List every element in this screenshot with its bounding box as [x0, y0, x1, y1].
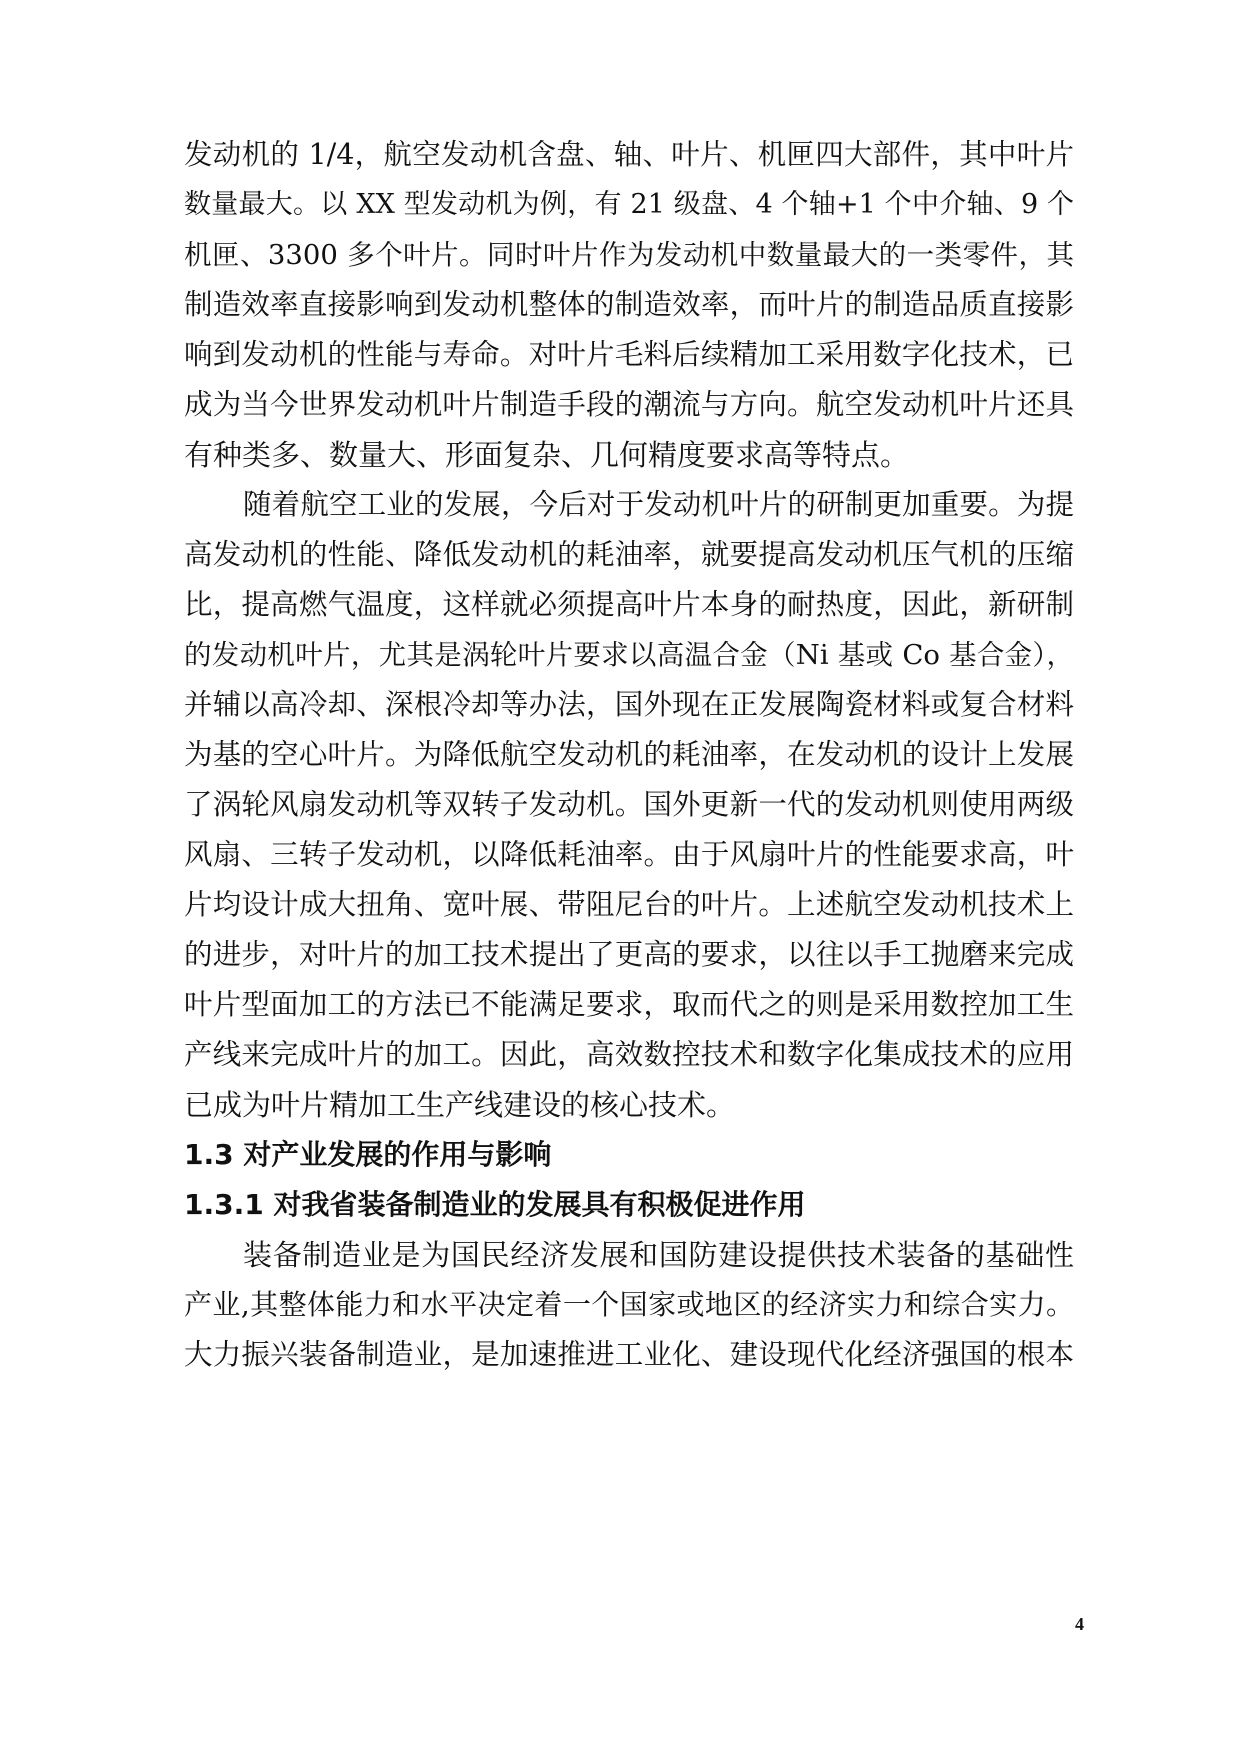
paragraph-line [0, 928, 1241, 982]
paragraph-line [0, 878, 1241, 932]
line-text: 的进步，对叶片的加工技术提出了更高的要求，以往以手工抛磨来完成 [184, 938, 1074, 971]
line-text: 了涡轮风扇发动机等双转子发动机。国外更新一代的发动机则使用两级 [184, 788, 1074, 821]
paragraph-line [0, 378, 1241, 432]
paragraph-line [0, 828, 1241, 882]
line-text: 已成为叶片精加工生产线建设的核心技术。 [184, 1088, 736, 1122]
paragraph-line [0, 128, 1241, 182]
heading-text: 1.3 对产业发展的作用与影响 [184, 1138, 552, 1171]
line-text: 有种类多、数量大、形面复杂、几何精度要求高等特点。 [184, 438, 910, 472]
line-text: 片均设计成大扭角、宽叶展、带阻尼台的叶片。上述航空发动机技术上 [184, 888, 1074, 921]
line-text: 产线来完成叶片的加工。因此，高效数控技术和数字化集成技术的应用 [184, 1038, 1074, 1071]
paragraph-line [0, 678, 1241, 732]
paragraph-line [0, 278, 1241, 332]
subsection-heading [0, 1178, 1241, 1232]
paragraph-line [0, 228, 1241, 282]
paragraph-line [0, 1228, 1241, 1282]
paragraph-line [0, 1078, 1241, 1132]
line-text: 机匣、3300 多个叶片。同时叶片作为发动机中数量最大的一类零件，其 [184, 239, 1074, 271]
paragraph-line [0, 778, 1241, 832]
line-text: 为基的空心叶片。为降低航空发动机的耗油率，在发动机的设计上发展 [184, 738, 1074, 771]
line-text: 随着航空工业的发展，今后对于发动机叶片的研制更加重要。为提 [243, 488, 1074, 521]
paragraph-line [0, 478, 1241, 532]
line-text: 成为当今世界发动机叶片制造手段的潮流与方向。航空发动机叶片还具 [184, 388, 1074, 421]
paragraph-line [0, 728, 1241, 782]
line-text: 数量最大。以 XX 型发动机为例，有 21 级盘、4 个轴+1 个中介轴、9 个 [184, 189, 1074, 220]
section-heading [0, 1128, 1241, 1182]
paragraph-line [0, 578, 1241, 632]
paragraph-line [0, 528, 1241, 582]
line-text: 装备制造业是为国民经济发展和国防建设提供技术装备的基础性 [243, 1238, 1074, 1272]
paragraph-line [0, 978, 1241, 1032]
paragraph-line [0, 628, 1241, 682]
paragraph-line [0, 428, 1241, 482]
line-text: 并辅以高冷却、深根冷却等办法，国外现在正发展陶瓷材料或复合材料 [184, 688, 1074, 721]
paragraph-line [0, 1278, 1241, 1332]
line-text: 风扇、三转子发动机，以降低耗油率。由于风扇叶片的性能要求高，叶 [184, 838, 1074, 871]
paragraph-line [0, 1328, 1241, 1382]
line-text: 叶片型面加工的方法已不能满足要求，取而代之的则是采用数控加工生 [184, 988, 1074, 1021]
line-text: 比，提高燃气温度，这样就必须提高叶片本身的耐热度，因此，新研制 [184, 588, 1074, 621]
line-text: 大力振兴装备制造业，是加速推进工业化、建设现代化经济强国的根本 [184, 1338, 1074, 1371]
paragraph-line [0, 328, 1241, 382]
line-text: 的发动机叶片，尤其是涡轮叶片要求以高温合金（Ni 基或 Co 基合金）， [184, 639, 1074, 671]
line-text: 产业,其整体能力和水平决定着一个国家或地区的经济实力和综合实力。 [184, 1288, 1074, 1321]
line-text: 高发动机的性能、降低发动机的耗油率，就要提高发动机压气机的压缩 [184, 538, 1074, 571]
paragraph-line [0, 1028, 1241, 1082]
line-text: 响到发动机的性能与寿命。对叶片毛料后续精加工采用数字化技术，已 [184, 338, 1074, 371]
paragraph-line [0, 178, 1241, 232]
heading-text: 1.3.1 对我省装备制造业的发展具有积极促进作用 [184, 1188, 806, 1221]
line-text: 发动机的 1/4，航空发动机含盘、轴、叶片、机匣四大部件，其中叶片 [184, 138, 1074, 171]
line-text: 制造效率直接影响到发动机整体的制造效率，而叶片的制造品质直接影 [184, 288, 1074, 321]
page-number: 4 [1075, 1614, 1084, 1634]
